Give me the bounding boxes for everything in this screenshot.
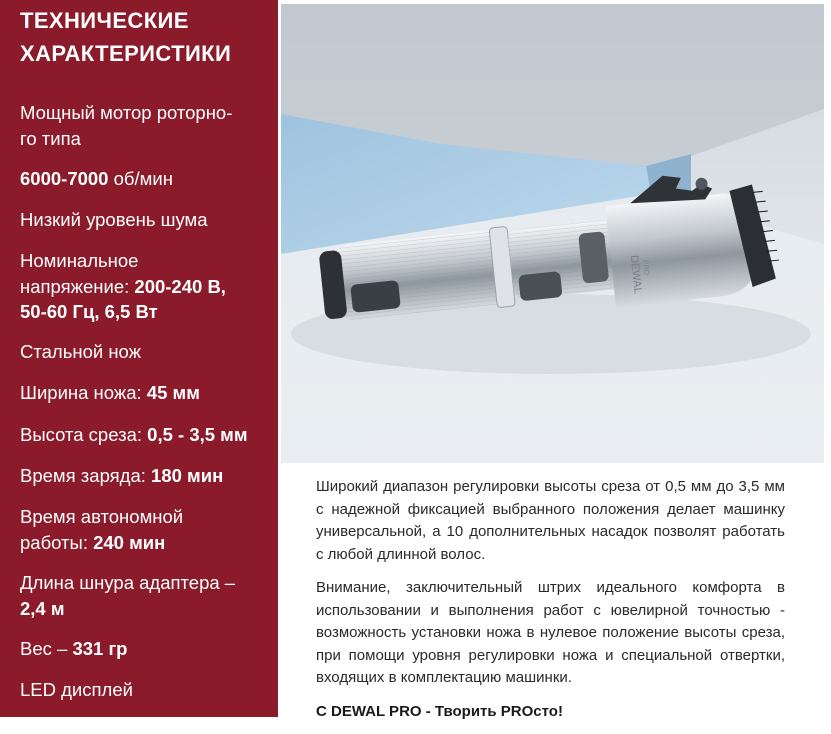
brand-sub-text: PRO [641, 259, 650, 276]
spec-motor: Мощный мотор роторно- го типа [20, 102, 233, 149]
hair-clipper-illustration [281, 4, 824, 463]
spec-autonomy: Время автономной работы: 240 мин [20, 506, 184, 553]
spec-noise: Низкий уровень шума [20, 209, 208, 230]
description-paragraph-2: Внимание, заключительный штрих идеального комфорта в использовании и выполнения работ с ювелирной точностью - возможность установки ножа в нулевое положение высоты среза, при помощи уровня регулировки ножа и специальной отвертки, входящих в комплектацию машинки. [316, 579, 785, 686]
spec-blade-width: Ширина ножа: 45 мм [20, 382, 200, 403]
description-block [316, 476, 785, 734]
description-paragraph-1: Широкий диапазон регулировки высоты среза от 0,5 мм до 3,5 мм с надежной фиксацией выбранного положения делает машинку универсальной, а 10 дополнительных насадок позволят работать с любой длинной волос. [316, 478, 785, 563]
spec-charge-time: Время заряда: 180 мин [20, 465, 224, 486]
spec-blade: Стальной нож [20, 341, 141, 362]
spec-cord-length: Длина шнура адаптера – 2,4 м [20, 572, 236, 619]
spec-rpm: 6000-7000 об/мин [20, 168, 173, 189]
specs-sidebar [0, 0, 278, 717]
specs-title: ТЕХНИЧЕСКИЕ ХАРАКТЕРИСТИКИ [20, 8, 232, 66]
spec-weight: Вес – 331 гр [20, 638, 128, 659]
spec-voltage: Номинальное напряжение: 200-240 В, 50-60 Гц, 6,5 Вт [20, 250, 226, 322]
spec-cut-height: Высота среза: 0,5 - 3,5 мм [20, 424, 248, 445]
spec-display: LED дисплей [20, 679, 133, 700]
brand-logo-text: DEWAL [627, 254, 644, 295]
product-photo [281, 4, 824, 463]
tagline: С DEWAL PRO - Творить PROсто! [316, 702, 563, 720]
